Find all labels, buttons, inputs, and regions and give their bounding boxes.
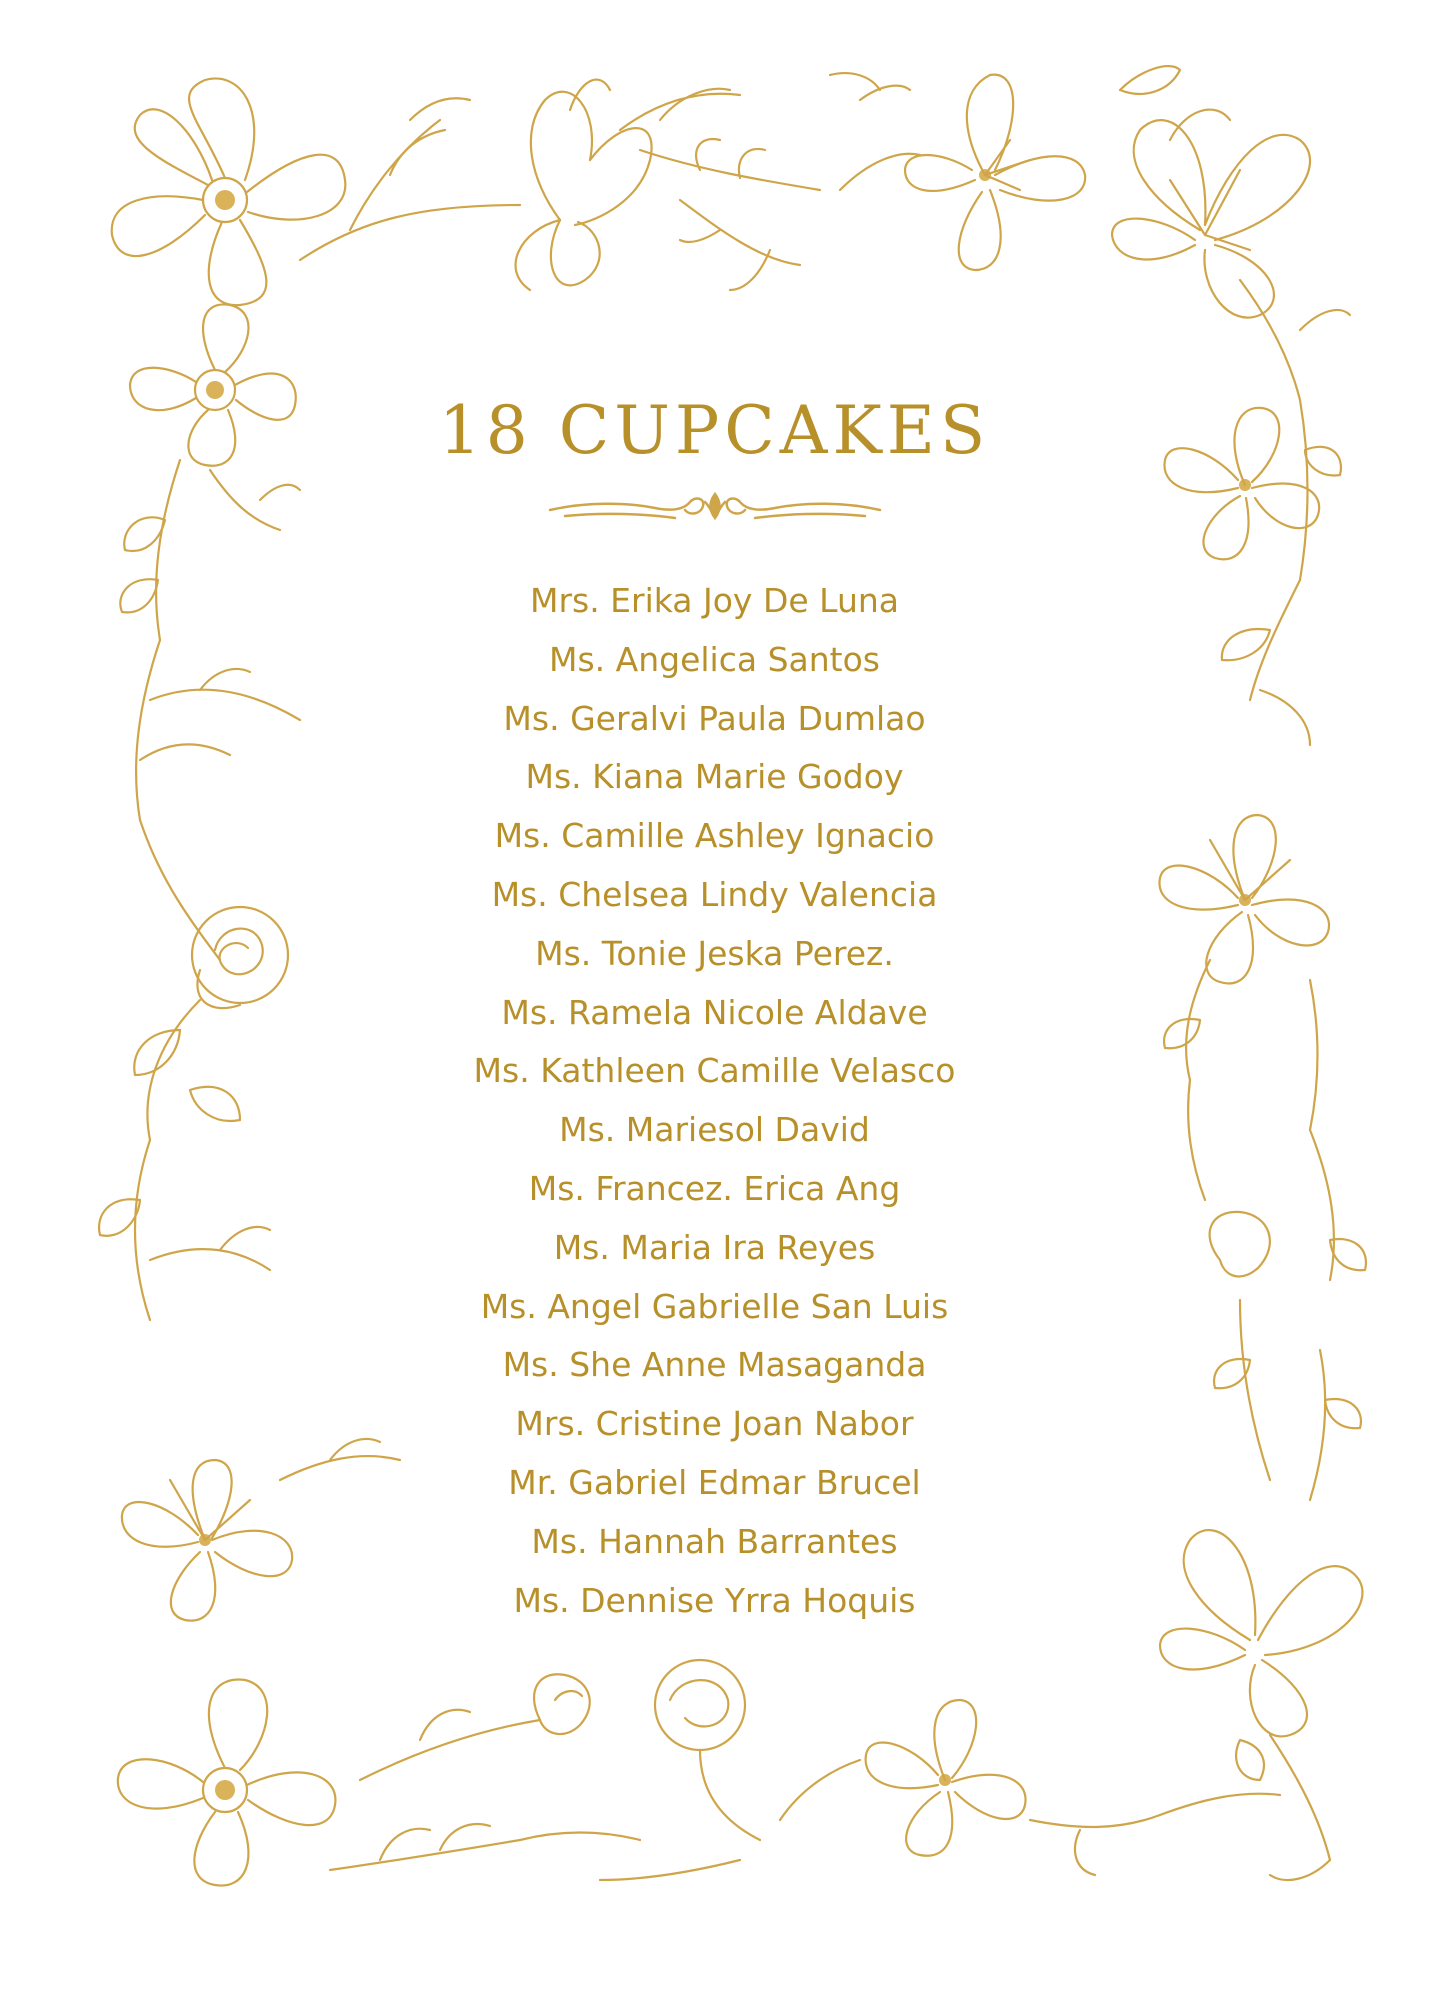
lily-top-icon: [516, 80, 652, 290]
page-title: 18 CUPCAKES: [438, 392, 991, 469]
list-item: Ms. Geralvi Paula Dumlao: [503, 698, 926, 738]
list-item: Ms. Camille Ashley Ignacio: [494, 816, 935, 856]
lily-top-right-icon: [905, 75, 1085, 270]
list-item: Ms. Tonie Jeska Perez.: [535, 933, 894, 973]
cupcake-names-list: [0, 572, 1429, 1630]
peony-bottom-icon: [655, 1660, 760, 1840]
flourish-divider-icon: [545, 488, 885, 528]
lily-bottom-right-icon: [866, 1700, 1026, 1856]
flower-bottom-left-icon: [118, 1680, 336, 1886]
list-item: Mr. Gabriel Edmar Brucel: [508, 1462, 921, 1502]
list-item: Ms. Kathleen Camille Velasco: [473, 1051, 956, 1091]
flower-top-left-icon: [112, 78, 346, 305]
list-item: Ms. Ramela Nicole Aldave: [501, 992, 928, 1032]
list-item: Ms. Angel Gabrielle San Luis: [480, 1286, 949, 1326]
list-item: Ms. Dennise Yrra Hoquis: [513, 1580, 916, 1620]
list-item: Mrs. Erika Joy De Luna: [529, 581, 900, 620]
list-item: Ms. Chelsea Lindy Valencia: [491, 874, 938, 914]
list-item: Ms. Hannah Barrantes: [531, 1521, 898, 1561]
list-item: Ms. Kiana Marie Godoy: [525, 757, 904, 797]
list-item: Ms. Francez. Erica Ang: [528, 1168, 901, 1208]
list-item: Mrs. Cristine Joan Nabor: [515, 1404, 914, 1444]
tulip-bottom-icon: [534, 1674, 590, 1734]
list-item: Ms. Maria Ira Reyes: [553, 1227, 876, 1267]
list-item: Ms. She Anne Masaganda: [502, 1345, 927, 1385]
list-item: Ms. Angelica Santos: [549, 639, 880, 679]
flower-top-right-icon: [1112, 110, 1310, 318]
list-item: Ms. Mariesol David: [559, 1110, 870, 1150]
